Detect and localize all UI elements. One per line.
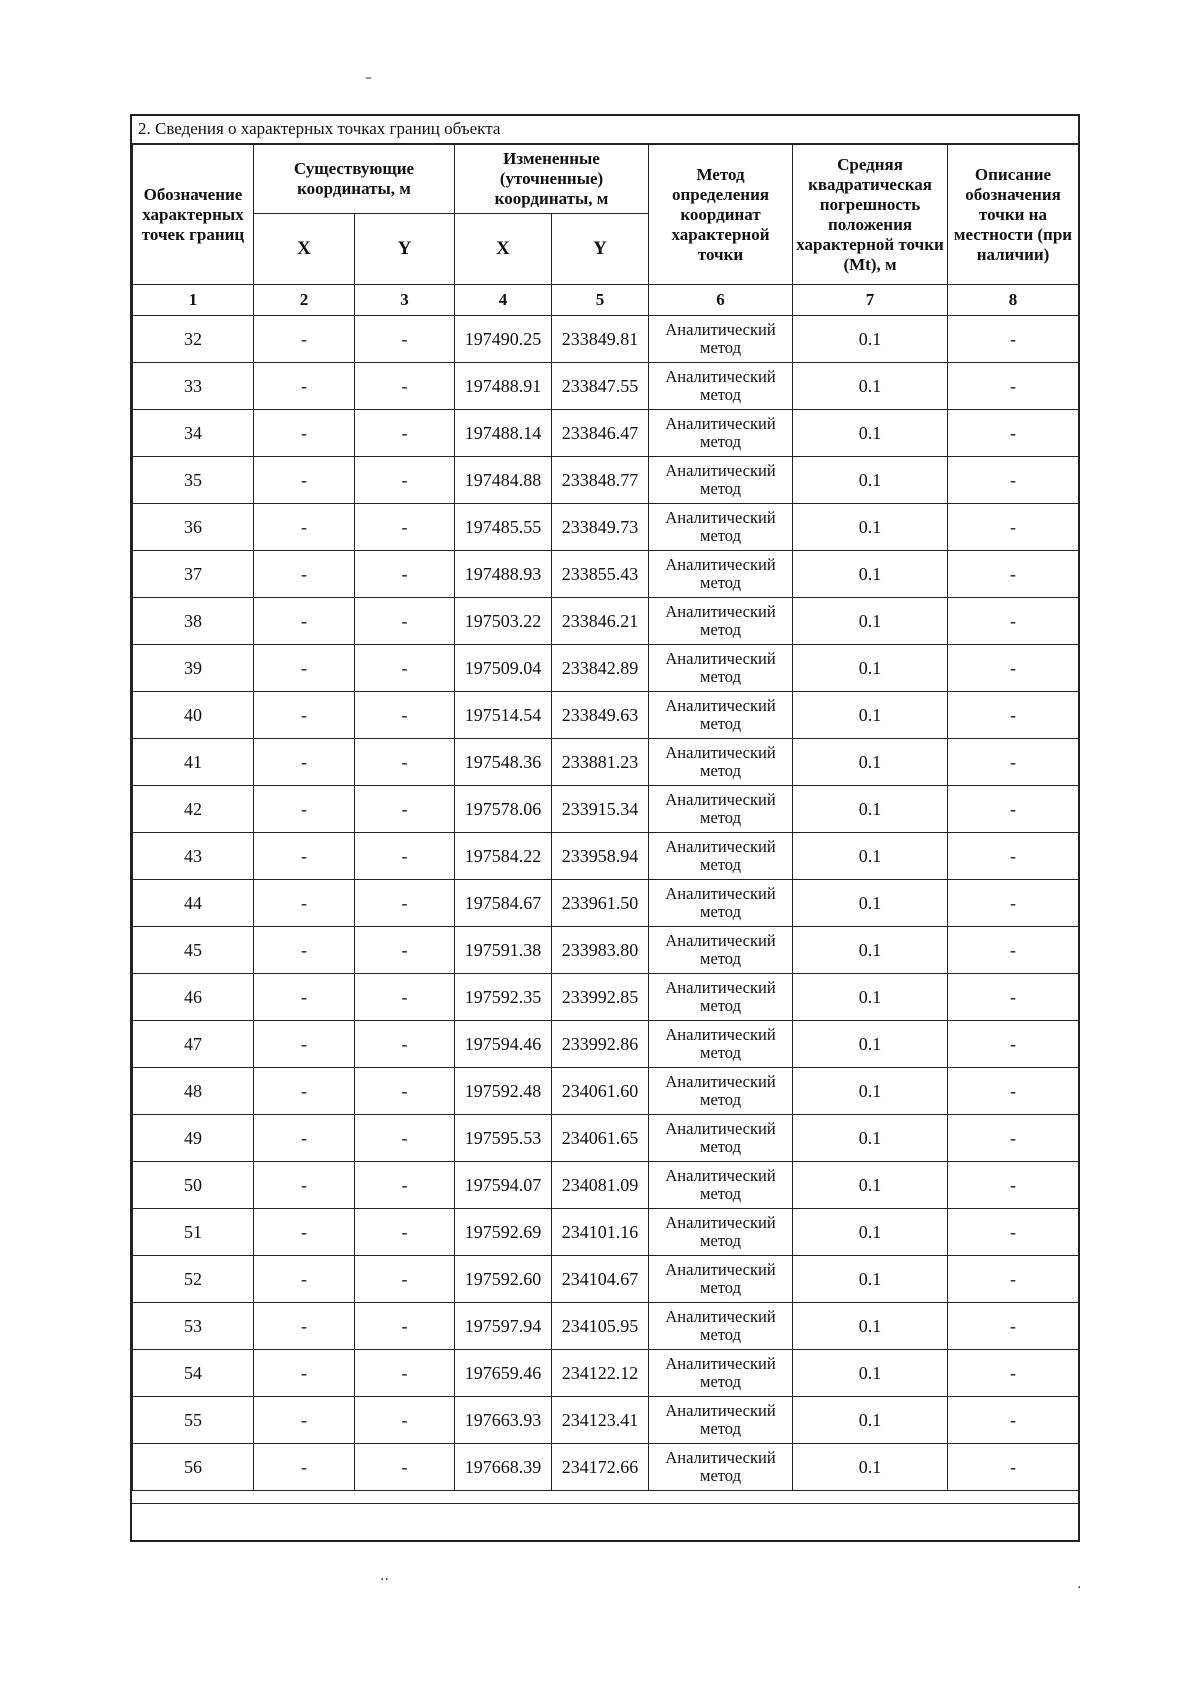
cell-method: Аналитический метод: [649, 1209, 793, 1256]
cell-method: Аналитический метод: [649, 786, 793, 833]
cell-point-description: -: [948, 1209, 1079, 1256]
table-row: [133, 786, 1079, 833]
cell-point-description: -: [948, 1115, 1079, 1162]
cell-point-description: -: [948, 833, 1079, 880]
cell-method: Аналитический метод: [649, 880, 793, 927]
header-existing-coordinates: Существующие координаты, м: [254, 145, 455, 214]
table-row: [133, 974, 1079, 1021]
cell-method: Аналитический метод: [649, 645, 793, 692]
cell-mean-square-error: 0.1: [793, 1256, 948, 1303]
cell-changed-y: 233983.80: [552, 927, 649, 974]
cell-method: Аналитический метод: [649, 1350, 793, 1397]
cell-point-description: -: [948, 974, 1079, 1021]
cell-existing-y: -: [355, 645, 455, 692]
table-row: [133, 1303, 1079, 1350]
cell-existing-y: -: [355, 927, 455, 974]
cell-existing-x: -: [254, 1209, 355, 1256]
cell-changed-y: 233847.55: [552, 363, 649, 410]
cell-existing-y: -: [355, 1162, 455, 1209]
cell-existing-y: -: [355, 1256, 455, 1303]
cell-existing-x: -: [254, 457, 355, 504]
cell-point-description: -: [948, 598, 1079, 645]
cell-changed-y: 234104.67: [552, 1256, 649, 1303]
cell-changed-x: 197488.91: [455, 363, 552, 410]
cell-existing-y: -: [355, 833, 455, 880]
table-row: [133, 833, 1079, 880]
table-row: [133, 1021, 1079, 1068]
cell-existing-y: -: [355, 316, 455, 363]
cell-existing-x: -: [254, 786, 355, 833]
cell-point-description: -: [948, 645, 1079, 692]
cell-changed-y: 233846.47: [552, 410, 649, 457]
cell-point-description: -: [948, 1397, 1079, 1444]
cell-changed-y: 234105.95: [552, 1303, 649, 1350]
cell-point-description: -: [948, 363, 1079, 410]
cell-point-number: 39: [133, 645, 254, 692]
cell-existing-x: -: [254, 551, 355, 598]
cell-changed-y: 233958.94: [552, 833, 649, 880]
cell-changed-x: 197663.93: [455, 1397, 552, 1444]
cell-changed-x: 197503.22: [455, 598, 552, 645]
cell-existing-y: -: [355, 692, 455, 739]
cell-point-number: 50: [133, 1162, 254, 1209]
cell-point-number: 44: [133, 880, 254, 927]
cell-existing-x: -: [254, 1444, 355, 1491]
cell-mean-square-error: 0.1: [793, 363, 948, 410]
cell-point-description: -: [948, 739, 1079, 786]
cell-existing-y: -: [355, 551, 455, 598]
cell-existing-y: -: [355, 739, 455, 786]
cell-point-number: 37: [133, 551, 254, 598]
cell-existing-y: -: [355, 598, 455, 645]
cell-existing-x: -: [254, 598, 355, 645]
cell-mean-square-error: 0.1: [793, 410, 948, 457]
cell-mean-square-error: 0.1: [793, 1068, 948, 1115]
cell-point-description: -: [948, 1162, 1079, 1209]
table-row: [133, 363, 1079, 410]
cell-mean-square-error: 0.1: [793, 833, 948, 880]
cell-point-number: 34: [133, 410, 254, 457]
column-number: 2: [254, 285, 355, 316]
cell-existing-y: -: [355, 363, 455, 410]
cell-existing-y: -: [355, 1350, 455, 1397]
cell-existing-x: -: [254, 1115, 355, 1162]
cell-point-number: 47: [133, 1021, 254, 1068]
cell-changed-x: 197578.06: [455, 786, 552, 833]
cell-mean-square-error: 0.1: [793, 1115, 948, 1162]
column-number: 6: [649, 285, 793, 316]
cell-existing-x: -: [254, 692, 355, 739]
cell-changed-x: 197509.04: [455, 645, 552, 692]
cell-mean-square-error: 0.1: [793, 974, 948, 1021]
boundary-points-section: [130, 114, 1080, 1542]
cell-method: Аналитический метод: [649, 551, 793, 598]
cell-changed-x: 197548.36: [455, 739, 552, 786]
cell-mean-square-error: 0.1: [793, 786, 948, 833]
cell-existing-x: -: [254, 1068, 355, 1115]
cell-existing-y: -: [355, 1068, 455, 1115]
cell-existing-x: -: [254, 410, 355, 457]
cell-method: Аналитический метод: [649, 457, 793, 504]
cell-point-number: 46: [133, 974, 254, 1021]
cell-point-description: -: [948, 316, 1079, 363]
table-row: [133, 880, 1079, 927]
cell-existing-y: -: [355, 410, 455, 457]
cell-changed-x: 197668.39: [455, 1444, 552, 1491]
cell-mean-square-error: 0.1: [793, 692, 948, 739]
table-row: [133, 1256, 1079, 1303]
cell-changed-x: 197591.38: [455, 927, 552, 974]
cell-changed-y: 234101.16: [552, 1209, 649, 1256]
header-method: Метод определения координат характерной точки: [649, 145, 793, 285]
cell-changed-y: 233961.50: [552, 880, 649, 927]
cell-changed-y: 234061.60: [552, 1068, 649, 1115]
cell-method: Аналитический метод: [649, 1021, 793, 1068]
table-row: [133, 1397, 1079, 1444]
cell-point-description: -: [948, 1021, 1079, 1068]
cell-changed-x: 197597.94: [455, 1303, 552, 1350]
cell-existing-y: -: [355, 1397, 455, 1444]
cell-changed-x: 197484.88: [455, 457, 552, 504]
column-number: 5: [552, 285, 649, 316]
cell-changed-x: 197584.67: [455, 880, 552, 927]
table-row: [133, 1350, 1079, 1397]
table-row: [133, 504, 1079, 551]
cell-changed-y: 233849.63: [552, 692, 649, 739]
cell-changed-y: 233849.73: [552, 504, 649, 551]
cell-mean-square-error: 0.1: [793, 1162, 948, 1209]
cell-point-number: 40: [133, 692, 254, 739]
cell-changed-x: 197595.53: [455, 1115, 552, 1162]
cell-point-description: -: [948, 1068, 1079, 1115]
cell-method: Аналитический метод: [649, 927, 793, 974]
cell-mean-square-error: 0.1: [793, 1021, 948, 1068]
cell-point-number: 49: [133, 1115, 254, 1162]
table-row: [133, 927, 1079, 974]
cell-changed-x: 197592.60: [455, 1256, 552, 1303]
cell-existing-y: -: [355, 880, 455, 927]
cell-point-number: 52: [133, 1256, 254, 1303]
cell-changed-x: 197592.35: [455, 974, 552, 1021]
cell-changed-y: 233855.43: [552, 551, 649, 598]
cell-point-description: -: [948, 1256, 1079, 1303]
cell-changed-y: 234061.65: [552, 1115, 649, 1162]
cell-changed-x: 197488.14: [455, 410, 552, 457]
cell-changed-x: 197659.46: [455, 1350, 552, 1397]
cell-point-number: 42: [133, 786, 254, 833]
cell-changed-y: 233848.77: [552, 457, 649, 504]
cell-point-description: -: [948, 410, 1079, 457]
table-row: [133, 316, 1079, 363]
cell-point-description: -: [948, 692, 1079, 739]
cell-method: Аналитический метод: [649, 692, 793, 739]
cell-changed-y: 233846.21: [552, 598, 649, 645]
cell-point-number: 53: [133, 1303, 254, 1350]
cell-existing-x: -: [254, 880, 355, 927]
cell-changed-x: 197488.93: [455, 551, 552, 598]
cell-changed-y: 234081.09: [552, 1162, 649, 1209]
cell-changed-x: 197584.22: [455, 833, 552, 880]
cell-mean-square-error: 0.1: [793, 1303, 948, 1350]
column-number: 4: [455, 285, 552, 316]
cell-method: Аналитический метод: [649, 410, 793, 457]
cell-changed-x: 197514.54: [455, 692, 552, 739]
cell-point-description: -: [948, 457, 1079, 504]
cell-existing-x: -: [254, 1162, 355, 1209]
cell-existing-x: -: [254, 974, 355, 1021]
cell-point-number: 54: [133, 1350, 254, 1397]
cell-method: Аналитический метод: [649, 1303, 793, 1350]
cell-point-description: -: [948, 1350, 1079, 1397]
header-changed-y: Y: [552, 214, 649, 285]
cell-existing-x: -: [254, 363, 355, 410]
cell-method: Аналитический метод: [649, 1397, 793, 1444]
cell-method: Аналитический метод: [649, 739, 793, 786]
cell-point-number: 41: [133, 739, 254, 786]
cell-mean-square-error: 0.1: [793, 880, 948, 927]
scan-speck: ·: [1077, 1580, 1082, 1596]
table-row: [133, 1115, 1079, 1162]
cell-existing-y: -: [355, 457, 455, 504]
cell-existing-y: -: [355, 974, 455, 1021]
cell-point-number: 45: [133, 927, 254, 974]
cell-mean-square-error: 0.1: [793, 1209, 948, 1256]
cell-changed-y: 233849.81: [552, 316, 649, 363]
cell-method: Аналитический метод: [649, 316, 793, 363]
cell-point-number: 33: [133, 363, 254, 410]
cell-changed-y: 233992.85: [552, 974, 649, 1021]
header-changed-x: X: [455, 214, 552, 285]
cell-existing-x: -: [254, 1350, 355, 1397]
column-number: 7: [793, 285, 948, 316]
cell-changed-y: 233915.34: [552, 786, 649, 833]
cell-method: Аналитический метод: [649, 1115, 793, 1162]
cell-method: Аналитический метод: [649, 1256, 793, 1303]
cell-method: Аналитический метод: [649, 1162, 793, 1209]
cell-existing-x: -: [254, 927, 355, 974]
column-number: 3: [355, 285, 455, 316]
cell-mean-square-error: 0.1: [793, 1397, 948, 1444]
table-empty-footer-row: [132, 1503, 1078, 1540]
table-row: [133, 645, 1079, 692]
cell-changed-y: 233842.89: [552, 645, 649, 692]
cell-mean-square-error: 0.1: [793, 457, 948, 504]
cell-existing-y: -: [355, 786, 455, 833]
cell-mean-square-error: 0.1: [793, 739, 948, 786]
table-row: [133, 598, 1079, 645]
cell-point-number: 32: [133, 316, 254, 363]
cell-method: Аналитический метод: [649, 598, 793, 645]
cell-changed-y: 234172.66: [552, 1444, 649, 1491]
cell-existing-x: -: [254, 645, 355, 692]
cell-point-description: -: [948, 786, 1079, 833]
table-row: [133, 1444, 1079, 1491]
cell-existing-y: -: [355, 1115, 455, 1162]
cell-point-description: -: [948, 504, 1079, 551]
cell-point-number: 48: [133, 1068, 254, 1115]
cell-mean-square-error: 0.1: [793, 645, 948, 692]
cell-changed-y: 233992.86: [552, 1021, 649, 1068]
cell-point-number: 35: [133, 457, 254, 504]
cell-existing-x: -: [254, 1021, 355, 1068]
header-changed-coordinates: Измененные (уточненные) координаты, м: [455, 145, 649, 214]
cell-point-number: 55: [133, 1397, 254, 1444]
column-number: 8: [948, 285, 1079, 316]
cell-mean-square-error: 0.1: [793, 504, 948, 551]
boundary-points-table: [132, 144, 1079, 1491]
cell-existing-x: -: [254, 1256, 355, 1303]
cell-method: Аналитический метод: [649, 1068, 793, 1115]
table-row: [133, 551, 1079, 598]
cell-existing-x: -: [254, 504, 355, 551]
table-body: [133, 316, 1079, 1491]
cell-point-number: 51: [133, 1209, 254, 1256]
cell-changed-x: 197490.25: [455, 316, 552, 363]
cell-point-number: 56: [133, 1444, 254, 1491]
cell-changed-y: 234122.12: [552, 1350, 649, 1397]
cell-existing-y: -: [355, 504, 455, 551]
cell-changed-x: 197594.07: [455, 1162, 552, 1209]
table-row: [133, 1162, 1079, 1209]
cell-point-description: -: [948, 1303, 1079, 1350]
cell-method: Аналитический метод: [649, 833, 793, 880]
cell-point-description: -: [948, 880, 1079, 927]
cell-method: Аналитический метод: [649, 1444, 793, 1491]
cell-point-number: 43: [133, 833, 254, 880]
cell-existing-x: -: [254, 833, 355, 880]
cell-point-description: -: [948, 1444, 1079, 1491]
table-row: [133, 410, 1079, 457]
cell-method: Аналитический метод: [649, 363, 793, 410]
scan-speck: ··: [380, 1572, 389, 1588]
cell-existing-y: -: [355, 1209, 455, 1256]
cell-existing-y: -: [355, 1021, 455, 1068]
table-row: [133, 1209, 1079, 1256]
table-row: [133, 692, 1079, 739]
cell-mean-square-error: 0.1: [793, 1444, 948, 1491]
column-number: 1: [133, 285, 254, 316]
table-row: [133, 1068, 1079, 1115]
table-row: [133, 457, 1079, 504]
cell-existing-y: -: [355, 1303, 455, 1350]
cell-existing-x: -: [254, 739, 355, 786]
table-row: [133, 739, 1079, 786]
cell-mean-square-error: 0.1: [793, 1350, 948, 1397]
cell-changed-x: 197592.48: [455, 1068, 552, 1115]
cell-existing-x: -: [254, 316, 355, 363]
cell-mean-square-error: 0.1: [793, 551, 948, 598]
cell-changed-x: 197485.55: [455, 504, 552, 551]
cell-point-description: -: [948, 551, 1079, 598]
cell-existing-x: -: [254, 1303, 355, 1350]
header-existing-x: X: [254, 214, 355, 285]
header-existing-y: Y: [355, 214, 455, 285]
cell-point-number: 38: [133, 598, 254, 645]
cell-point-number: 36: [133, 504, 254, 551]
cell-existing-x: -: [254, 1397, 355, 1444]
section-caption: 2. Сведения о характерных точках границ объекта: [132, 116, 1078, 144]
cell-changed-y: 233881.23: [552, 739, 649, 786]
cell-mean-square-error: 0.1: [793, 927, 948, 974]
header-point-designation: Обозначение характерных точек границ: [133, 145, 254, 285]
scan-speck: –: [365, 70, 372, 86]
header-point-description: Описание обозначения точки на местности (при наличии): [948, 145, 1079, 285]
cell-existing-y: -: [355, 1444, 455, 1491]
cell-method: Аналитический метод: [649, 504, 793, 551]
cell-mean-square-error: 0.1: [793, 316, 948, 363]
header-mean-square-error: Средняя квадратическая погрешность положения характерной точки (Mt), м: [793, 145, 948, 285]
cell-method: Аналитический метод: [649, 974, 793, 1021]
cell-changed-x: 197594.46: [455, 1021, 552, 1068]
cell-changed-x: 197592.69: [455, 1209, 552, 1256]
cell-mean-square-error: 0.1: [793, 598, 948, 645]
cell-changed-y: 234123.41: [552, 1397, 649, 1444]
cell-point-description: -: [948, 927, 1079, 974]
